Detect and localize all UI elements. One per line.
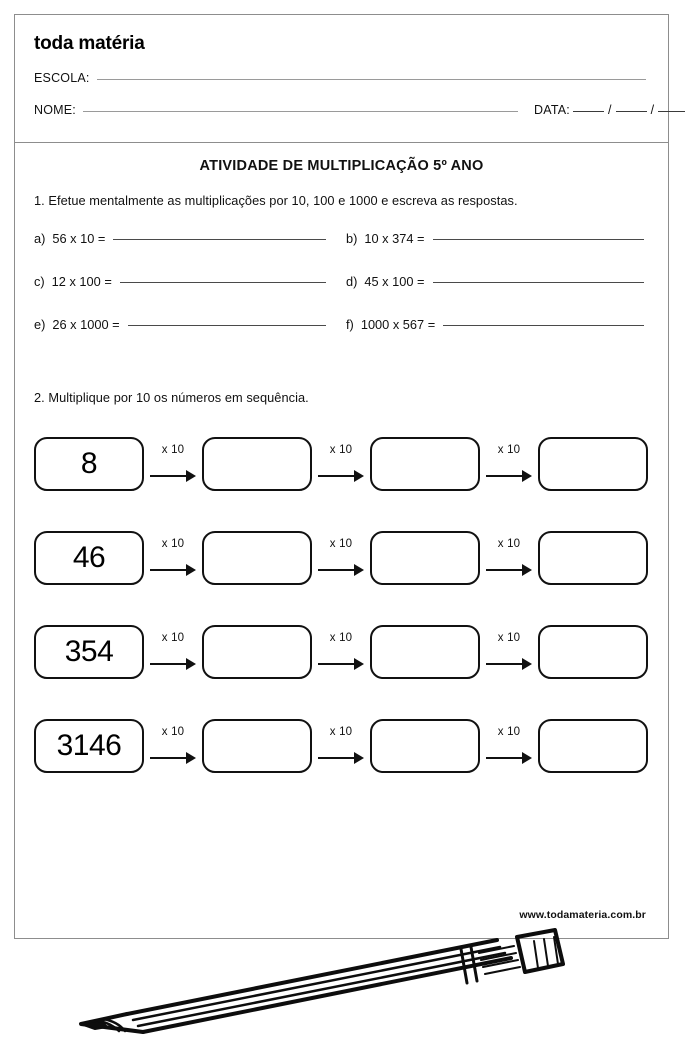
arrow-head-icon (522, 470, 532, 482)
chain-row (34, 621, 652, 683)
question-1-prompt: 1. Efetue mentalmente as multiplicações por 10, 100 e 1000 e escreva as respostas. (34, 193, 518, 208)
exercise-letter: b) (346, 231, 358, 246)
arrow-shaft (150, 475, 188, 477)
exercise-answer-line[interactable] (433, 282, 644, 283)
arrow-head-icon (522, 658, 532, 670)
arrow-operator-label: x 10 (161, 632, 185, 644)
arrow-head-icon (354, 564, 364, 576)
question-2-chains (34, 433, 652, 809)
arrow-head-icon (186, 470, 196, 482)
worksheet-body (15, 143, 668, 938)
arrow-head-icon (186, 752, 196, 764)
chain-answer-box[interactable] (538, 531, 648, 585)
chain-arrow (312, 719, 370, 773)
chain-start-value: 3146 (34, 719, 144, 773)
escola-label: ESCOLA: (34, 71, 90, 85)
exercise-expression: 45 x 100 = (364, 274, 425, 289)
chain-arrow (480, 531, 538, 585)
chain-answer-box[interactable] (538, 719, 648, 773)
chain-start-value: 8 (34, 437, 144, 491)
question-2-prompt: 2. Multiplique por 10 os números em sequência. (34, 390, 309, 405)
chain-arrow (480, 719, 538, 773)
data-slash-2: / (650, 103, 655, 117)
exercise-expression: 10 x 374 = (364, 231, 425, 246)
arrow-operator-label: x 10 (329, 538, 353, 550)
chain-arrow (312, 437, 370, 491)
arrow-operator-label: x 10 (497, 632, 521, 644)
chain-arrow (144, 437, 202, 491)
exercise-expression: 12 x 100 = (51, 274, 112, 289)
chain-answer-box[interactable] (538, 625, 648, 679)
exercise-answer-line[interactable] (120, 282, 326, 283)
chain-arrow (480, 625, 538, 679)
arrow-shaft (318, 663, 356, 665)
exercise-letter: d) (346, 274, 358, 289)
arrow-shaft (486, 569, 524, 571)
footer-url: www.todamateria.com.br (519, 909, 646, 921)
arrow-shaft (486, 757, 524, 759)
arrow-shaft (318, 757, 356, 759)
chain-answer-box[interactable] (538, 437, 648, 491)
escola-field-row (34, 71, 646, 85)
nome-field-row (34, 103, 655, 117)
chain-answer-box[interactable] (202, 437, 312, 491)
chain-arrow (312, 531, 370, 585)
nome-label: NOME: (34, 103, 76, 117)
arrow-head-icon (522, 752, 532, 764)
arrow-operator-label: x 10 (329, 632, 353, 644)
pencil-illustration (55, 928, 575, 1048)
data-field-group (534, 103, 685, 117)
chain-arrow (144, 531, 202, 585)
exercise-item-a (34, 231, 326, 246)
chain-answer-box[interactable] (370, 437, 480, 491)
chain-answer-box[interactable] (370, 625, 480, 679)
chain-arrow (480, 437, 538, 491)
exercise-expression: 1000 x 567 = (360, 317, 436, 332)
exercise-letter: c) (34, 274, 45, 289)
exercise-item-d (346, 274, 644, 289)
arrow-operator-label: x 10 (161, 444, 185, 456)
escola-write-line[interactable] (97, 79, 646, 80)
arrow-operator-label: x 10 (329, 444, 353, 456)
arrow-shaft (150, 569, 188, 571)
data-day-blank[interactable] (573, 111, 604, 112)
worksheet-header (15, 15, 668, 143)
arrow-head-icon (354, 752, 364, 764)
arrow-shaft (150, 663, 188, 665)
exercise-item-b (346, 231, 644, 246)
exercise-answer-line[interactable] (433, 239, 644, 240)
nome-write-line[interactable] (83, 111, 518, 112)
data-month-blank[interactable] (616, 111, 647, 112)
pencil-icon (55, 928, 575, 1048)
chain-start-value: 354 (34, 625, 144, 679)
chain-answer-box[interactable] (202, 531, 312, 585)
arrow-head-icon (354, 658, 364, 670)
exercise-letter: a) (34, 231, 46, 246)
arrow-operator-label: x 10 (161, 726, 185, 738)
chain-row (34, 433, 652, 495)
exercise-expression: 26 x 1000 = (52, 317, 120, 332)
data-label: DATA: (533, 103, 570, 117)
exercise-item-e (34, 317, 326, 332)
exercise-expression: 56 x 10 = (52, 231, 106, 246)
arrow-operator-label: x 10 (497, 538, 521, 550)
exercise-answer-line[interactable] (128, 325, 326, 326)
arrow-shaft (318, 475, 356, 477)
arrow-operator-label: x 10 (161, 538, 185, 550)
chain-answer-box[interactable] (202, 719, 312, 773)
data-slash-1: / (607, 103, 612, 117)
exercise-letter: e) (34, 317, 46, 332)
exercise-answer-line[interactable] (443, 325, 644, 326)
chain-row (34, 527, 652, 589)
arrow-operator-label: x 10 (329, 726, 353, 738)
chain-arrow (144, 625, 202, 679)
arrow-head-icon (354, 470, 364, 482)
arrow-head-icon (186, 564, 196, 576)
data-year-blank[interactable] (658, 111, 685, 112)
page-title: ATIVIDADE DE MULTIPLICAÇÃO 5º ANO (199, 158, 484, 174)
exercise-answer-line[interactable] (113, 239, 326, 240)
worksheet-sheet (14, 14, 669, 939)
arrow-operator-label: x 10 (497, 444, 521, 456)
chain-answer-box[interactable] (370, 531, 480, 585)
arrow-head-icon (186, 658, 196, 670)
chain-answer-box[interactable] (202, 625, 312, 679)
chain-arrow (312, 625, 370, 679)
chain-answer-box[interactable] (370, 719, 480, 773)
arrow-head-icon (522, 564, 532, 576)
site-logo: toda matéria (34, 33, 145, 54)
chain-start-value: 46 (34, 531, 144, 585)
arrow-shaft (486, 475, 524, 477)
exercise-letter: f) (346, 317, 354, 332)
exercise-item-f (346, 317, 644, 332)
arrow-shaft (150, 757, 188, 759)
exercise-item-c (34, 274, 326, 289)
arrow-operator-label: x 10 (497, 726, 521, 738)
chain-arrow (144, 719, 202, 773)
arrow-shaft (318, 569, 356, 571)
chain-row (34, 715, 652, 777)
arrow-shaft (486, 663, 524, 665)
